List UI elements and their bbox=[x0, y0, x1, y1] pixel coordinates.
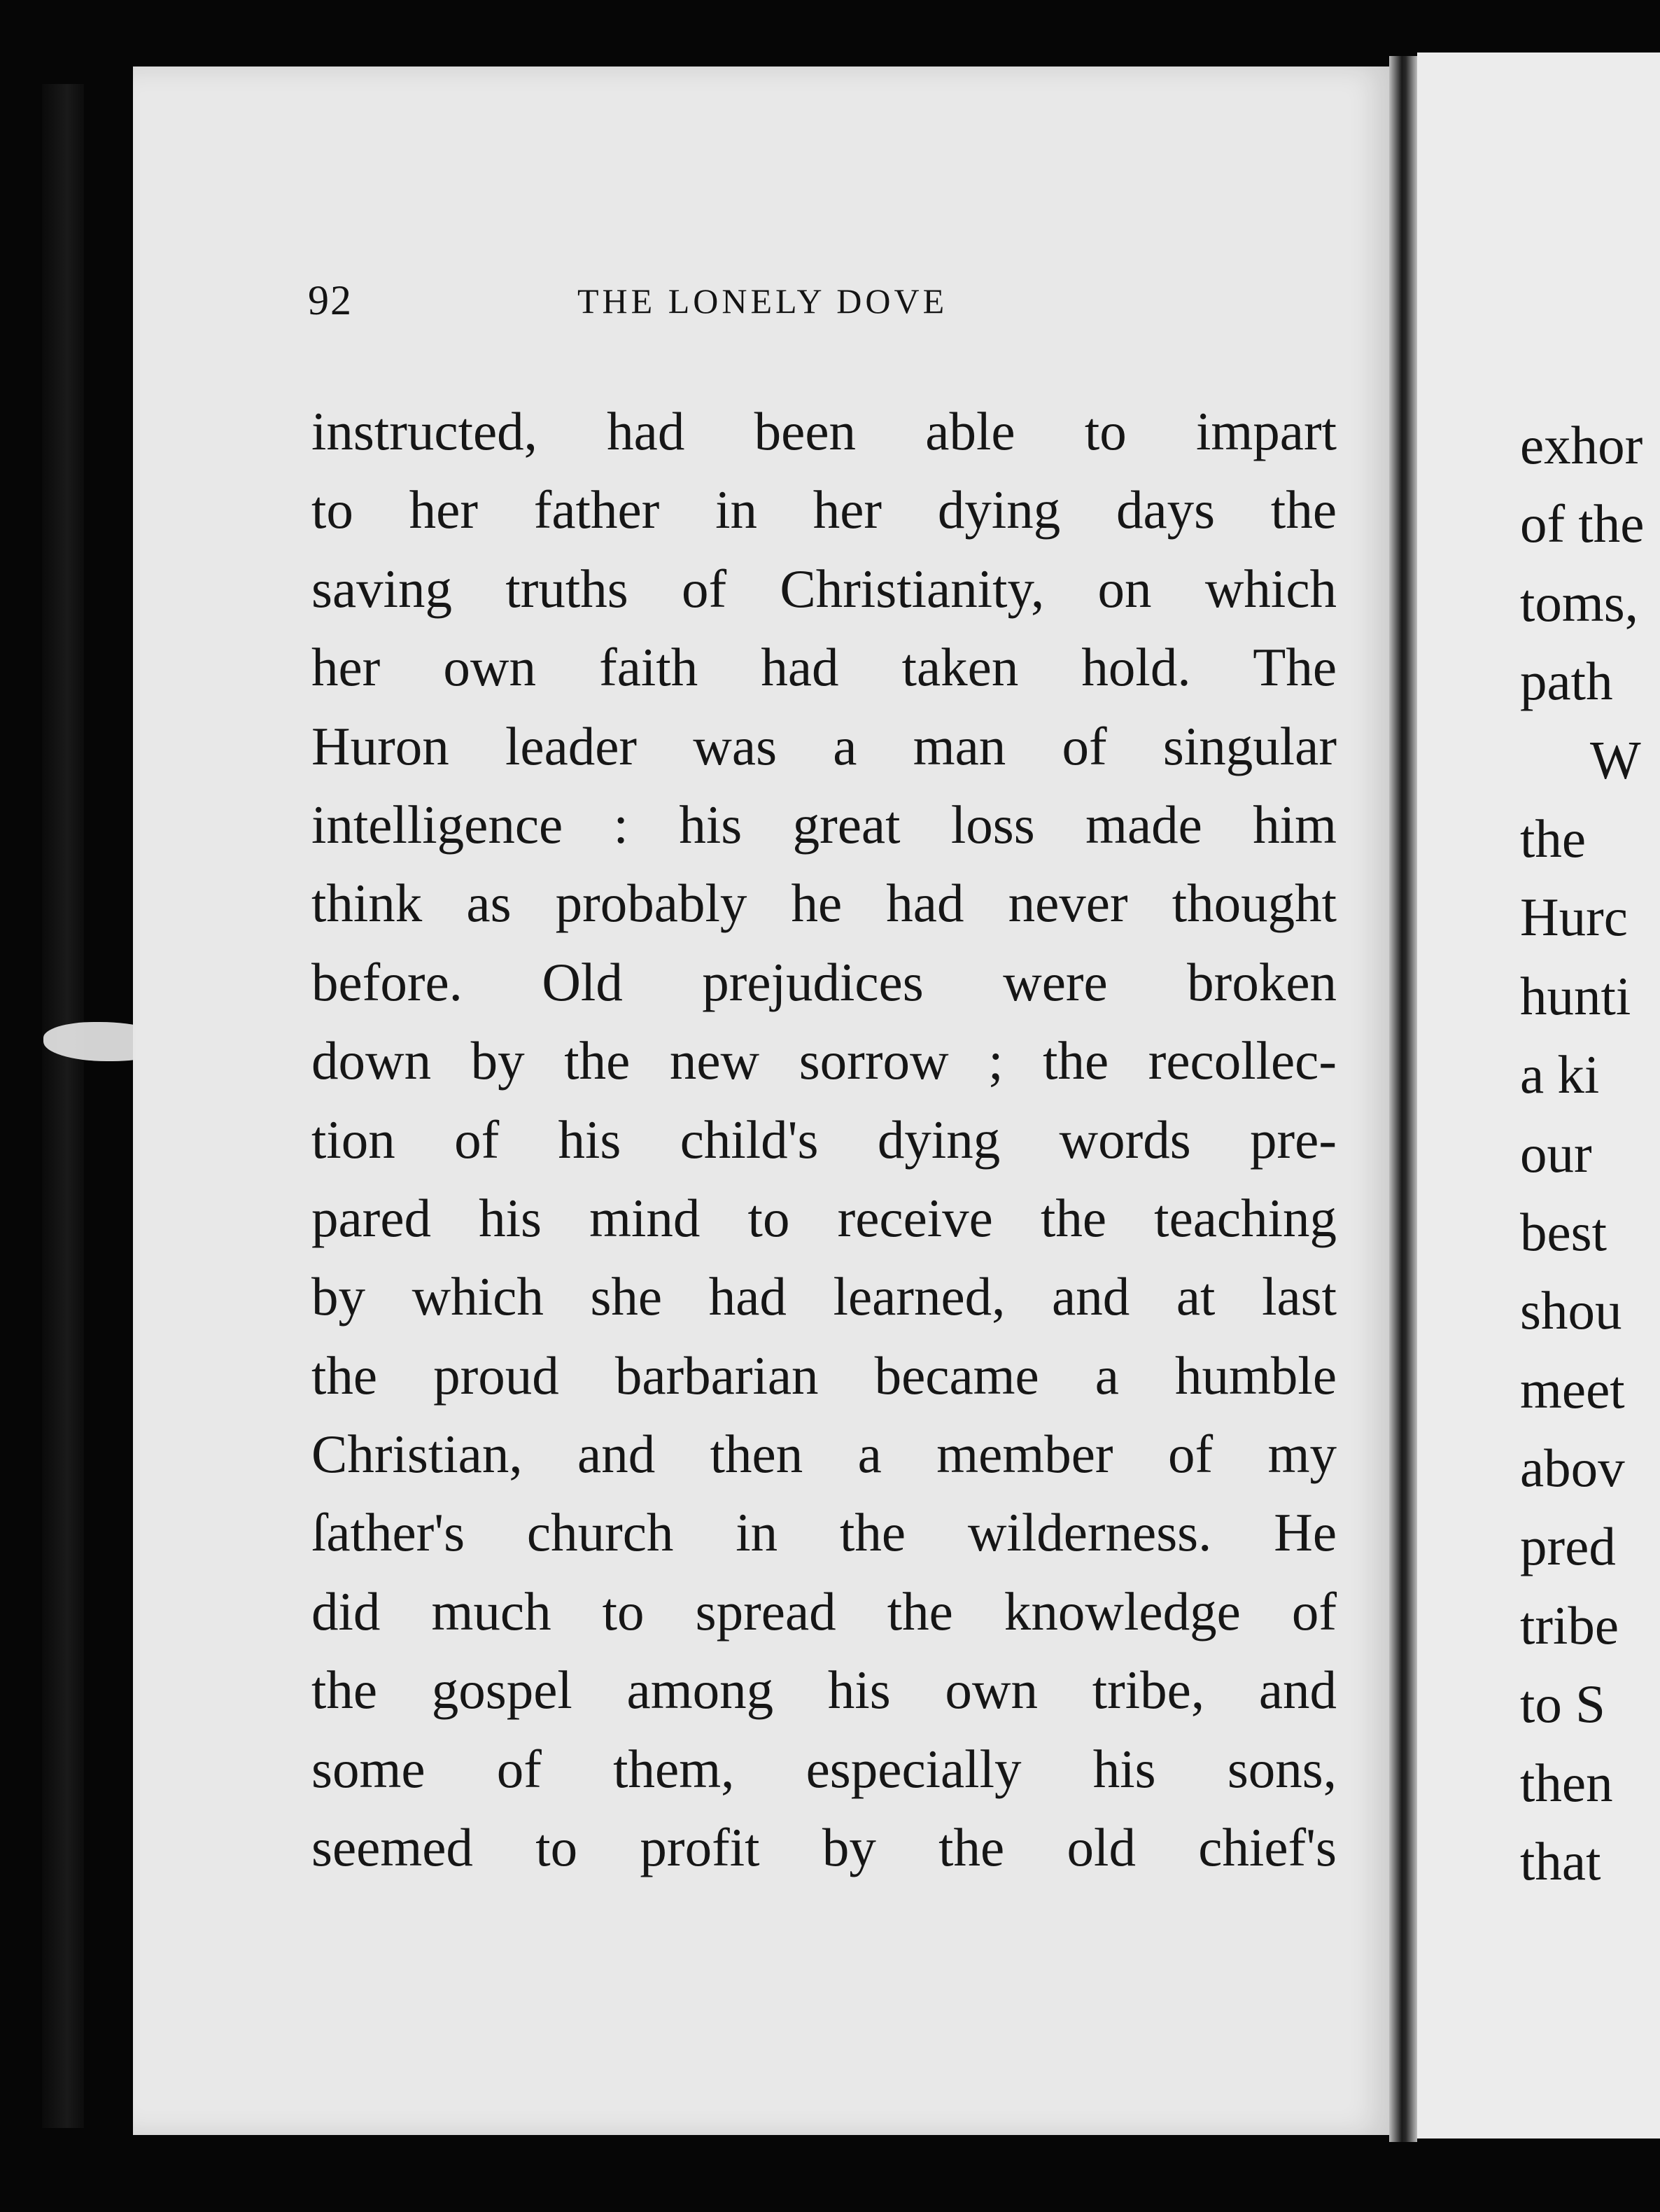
facing-text-line: path bbox=[1520, 651, 1613, 712]
facing-text-line: of the bbox=[1520, 493, 1645, 554]
text-line: some of them, especially his sons, bbox=[311, 1738, 1337, 1799]
text-line: saving truths of Christianity, on which bbox=[311, 558, 1337, 619]
text-line: Huron leader was a man of singular bbox=[311, 715, 1337, 776]
text-line: down by the new sorrow ; the recollec- bbox=[311, 1030, 1337, 1091]
facing-text-line: Hurc bbox=[1520, 887, 1628, 948]
text-line: ſather's church in the wilderness. He bbox=[311, 1502, 1337, 1563]
facing-text-line: shou bbox=[1520, 1280, 1622, 1341]
page-gutter bbox=[1389, 56, 1417, 2142]
body-text bbox=[311, 392, 1337, 1886]
facing-text-line: W bbox=[1590, 729, 1641, 790]
facing-text-line: then bbox=[1520, 1752, 1613, 1813]
text-line: think as probably he had never thought bbox=[311, 873, 1337, 934]
page-number: 92 bbox=[308, 277, 353, 323]
facing-text-line: the bbox=[1520, 808, 1587, 869]
binding-edge bbox=[42, 84, 84, 2128]
facing-text-line: meet bbox=[1520, 1359, 1625, 1420]
running-title: THE LONELY DOVE bbox=[577, 281, 948, 321]
facing-text-line: to S bbox=[1520, 1674, 1605, 1735]
text-line: Christian, and then a member of my bbox=[311, 1424, 1337, 1485]
text-line: pared his mind to receive the teaching bbox=[311, 1187, 1337, 1248]
facing-text-line: a ki bbox=[1520, 1044, 1600, 1105]
text-line: the gospel among his own tribe, and bbox=[311, 1660, 1337, 1721]
facing-text-line: exhor bbox=[1520, 415, 1643, 475]
text-line: intelligence : his great loss made him bbox=[311, 794, 1337, 855]
text-line: tion of his child's dying words pre- bbox=[311, 1109, 1337, 1170]
text-line: did much to spread the knowledge of bbox=[311, 1581, 1337, 1642]
facing-text-line: hunti bbox=[1520, 965, 1631, 1026]
facing-text-line: best bbox=[1520, 1201, 1608, 1262]
text-line: to her father in her dying days the bbox=[311, 479, 1337, 540]
facing-text-line: toms, bbox=[1520, 572, 1639, 633]
facing-text-line: abov bbox=[1520, 1438, 1625, 1499]
facing-text-line: pred bbox=[1520, 1516, 1616, 1577]
facing-text-line: tribe bbox=[1520, 1595, 1619, 1656]
text-line: her own faith had taken hold. The bbox=[311, 637, 1337, 698]
facing-text-line: our bbox=[1520, 1123, 1592, 1184]
text-line: instructed, had been able to impart bbox=[311, 401, 1337, 461]
text-line: the proud barbarian became a humble bbox=[311, 1345, 1337, 1406]
facing-text-line: that bbox=[1520, 1831, 1601, 1892]
text-line: before. Old prejudices were broken bbox=[311, 951, 1337, 1012]
facing-page-text bbox=[1520, 406, 1660, 1900]
text-line: seemed to profit by the old chief's bbox=[311, 1817, 1337, 1878]
text-line: by which she had learned, and at last bbox=[311, 1266, 1337, 1327]
